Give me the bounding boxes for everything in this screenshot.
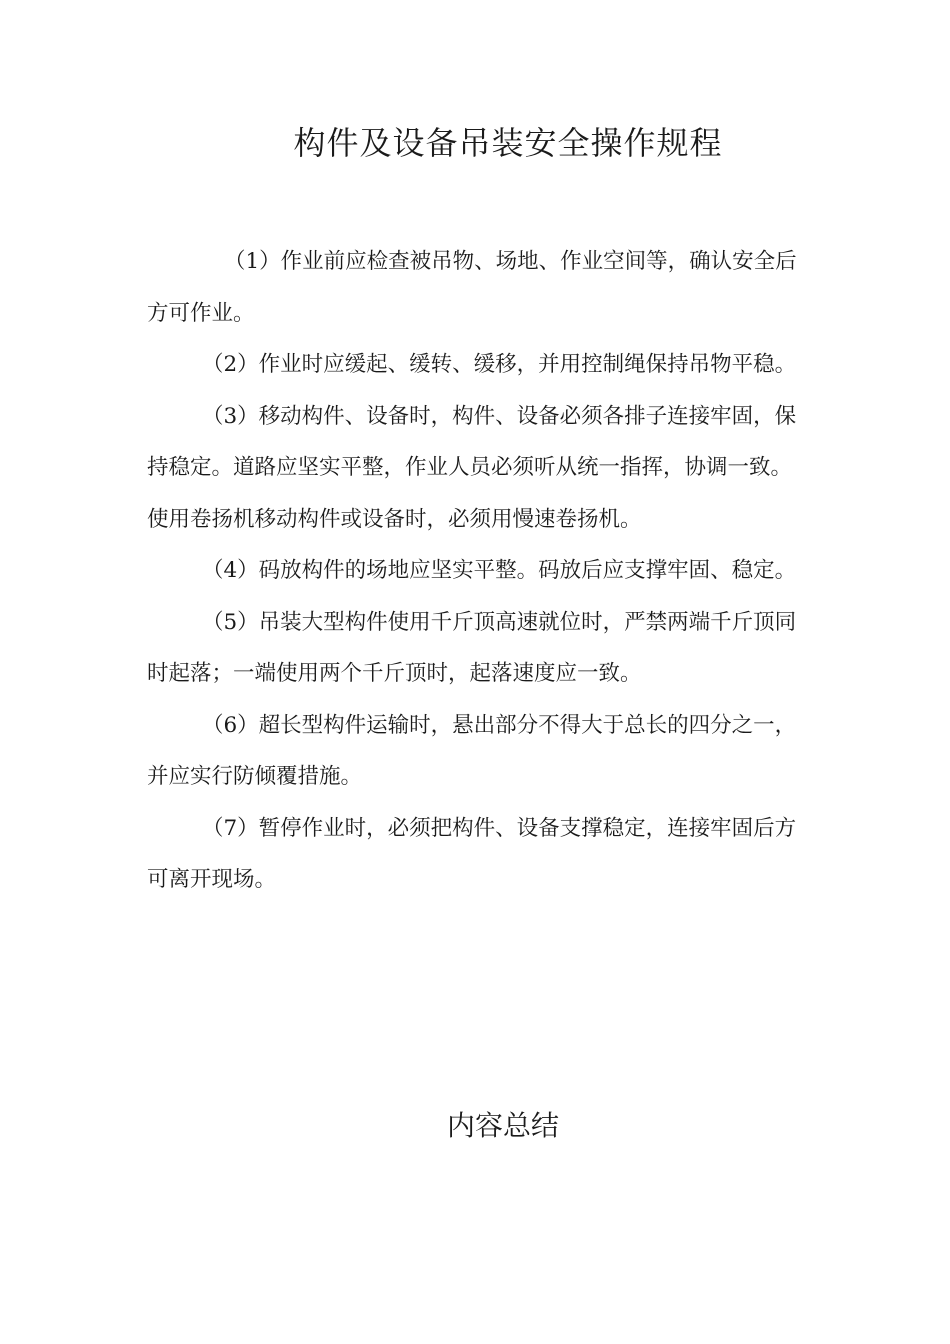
paragraph-4: （4）码放构件的场地应坚实平整。码放后应支撑牢固、稳定。 — [202, 558, 797, 583]
summary-heading: 内容总结 — [447, 1109, 560, 1142]
paragraph-1: （1）作业前应检查被吊物、场地、作业空间等，确认安全后方可作业。 — [147, 249, 797, 326]
paragraph-3: （3）移动构件、设备时，构件、设备必须各排子连接牢固，保持稳定。道路应坚实平整，作业人员必须听从统一指挥，协调一致。使用卷扬机移动构件或设备时，必须用慢速卷扬机。 — [147, 403, 797, 532]
paragraph-7: （7）暂停作业时，必须把构件、设备支撑稳定，连接牢固后方可离开现场。 — [147, 815, 797, 892]
document-title: 构件及设备吊装安全操作规程 — [293, 124, 723, 162]
document-body — [147, 236, 809, 906]
paragraph-5: （5）吊装大型构件使用千斤顶高速就位时，严禁两端千斤顶同时起落；一端使用两个千斤顶时，起落速度应一致。 — [147, 609, 797, 686]
paragraph-2: （2）作业时应缓起、缓转、缓移，并用控制绳保持吊物平稳。 — [202, 352, 797, 377]
paragraph-6: （6）超长型构件运输时，悬出部分不得大于总长的四分之一，并应实行防倾覆措施。 — [147, 712, 797, 789]
